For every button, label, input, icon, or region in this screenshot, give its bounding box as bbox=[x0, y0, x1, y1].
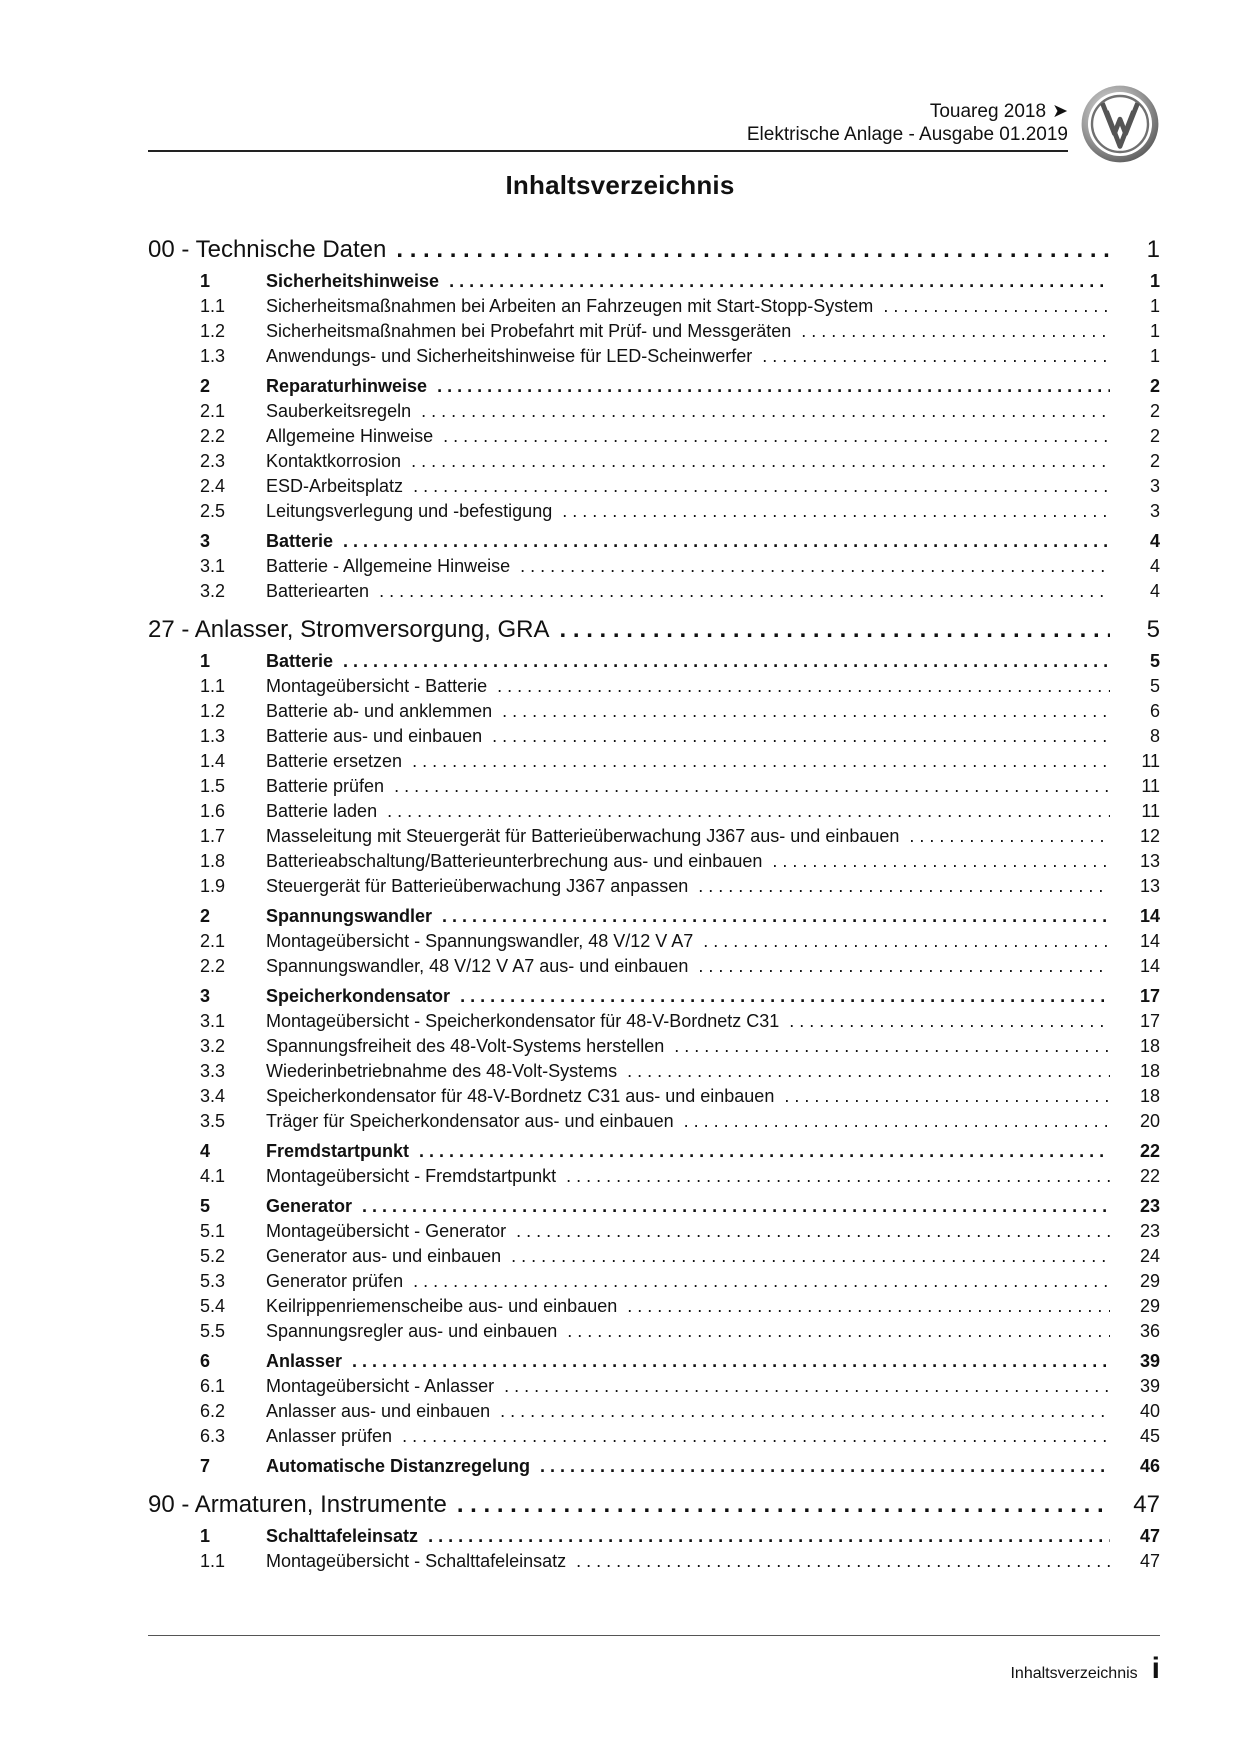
toc-entry-number: 5.1 bbox=[200, 1221, 226, 1241]
dot-leader bbox=[567, 1321, 1110, 1342]
dot-leader bbox=[442, 906, 1110, 927]
toc-entry-page: 5 bbox=[1149, 651, 1160, 671]
toc-entry-page: 4 bbox=[1149, 581, 1160, 601]
toc-entry-title: Träger für Speicherkondensator aus- und einbauen bbox=[266, 1111, 674, 1131]
dot-leader bbox=[801, 321, 1110, 342]
toc-entry-chapter[interactable] bbox=[148, 616, 1160, 646]
toc-entry-number: 6.2 bbox=[200, 1401, 226, 1421]
toc-entry-section[interactable] bbox=[148, 986, 1160, 1011]
toc-entry-page: 46 bbox=[1139, 1456, 1160, 1476]
dot-leader bbox=[396, 236, 1110, 264]
toc-entry-title: Anlasser bbox=[266, 1351, 343, 1371]
toc-entry-title: 27 - Anlasser, Stromversorgung, GRA bbox=[148, 616, 550, 643]
toc-entry-title: Montageübersicht - Spannungswandler, 48 V/12 V A7 bbox=[266, 931, 694, 951]
dot-leader bbox=[492, 726, 1110, 747]
toc-entry-number: 1.9 bbox=[200, 876, 226, 896]
dot-leader bbox=[684, 1111, 1110, 1132]
toc-entry-page: 47 bbox=[1133, 1491, 1160, 1518]
toc-entry-number: 7 bbox=[200, 1456, 211, 1476]
toc-entry-sub[interactable] bbox=[148, 801, 1160, 826]
toc-entry-number: 3.5 bbox=[200, 1111, 226, 1131]
toc-entry-section[interactable] bbox=[148, 1196, 1160, 1221]
toc-entry-page: 2 bbox=[1149, 451, 1160, 471]
toc-entry-sub[interactable] bbox=[148, 1376, 1160, 1401]
toc-entry-number: 1.4 bbox=[200, 751, 226, 771]
toc-entry-number: 2.3 bbox=[200, 451, 226, 471]
toc-entry-title: Speicherkondensator bbox=[266, 986, 451, 1006]
dot-leader bbox=[387, 801, 1110, 822]
dot-leader bbox=[428, 1526, 1110, 1547]
toc-entry-title: Sicherheitsmaßnahmen bei Arbeiten an Fahrzeugen mit Start-Stopp-System bbox=[266, 296, 874, 316]
toc-entry-title: Batterie laden bbox=[266, 801, 378, 821]
dot-leader bbox=[412, 751, 1110, 772]
toc-entry-number: 1 bbox=[200, 1526, 211, 1546]
dot-leader bbox=[566, 1166, 1110, 1187]
toc-entry-sub[interactable] bbox=[148, 296, 1160, 321]
toc-entry-title: Masseleitung mit Steuergerät für Batterieüberwachung J367 aus- und einbauen bbox=[266, 826, 900, 846]
dot-leader bbox=[540, 1456, 1110, 1477]
toc-entry-page: 18 bbox=[1139, 1061, 1160, 1081]
arrow-right-icon: ➤ bbox=[1052, 101, 1068, 122]
toc-entry-number: 2.1 bbox=[200, 931, 226, 951]
toc-entry-number: 3.4 bbox=[200, 1086, 226, 1106]
toc-entry-number: 1.6 bbox=[200, 801, 226, 821]
toc-entry-sub[interactable] bbox=[148, 1426, 1160, 1451]
header-model bbox=[747, 100, 1068, 123]
toc-entry-page: 39 bbox=[1139, 1351, 1160, 1371]
toc-entry-number: 5.4 bbox=[200, 1296, 226, 1316]
toc-entry-page: 23 bbox=[1139, 1196, 1160, 1216]
toc-entry-sub[interactable] bbox=[148, 1401, 1160, 1426]
dot-leader bbox=[413, 476, 1110, 497]
toc-entry-title: Montageübersicht - Anlasser bbox=[266, 1376, 495, 1396]
page-title: Inhaltsverzeichnis bbox=[505, 170, 735, 200]
toc-entry-title: Sicherheitshinweise bbox=[266, 271, 440, 291]
toc-entry-page: 17 bbox=[1139, 1011, 1160, 1031]
toc-entry-page: 5 bbox=[1146, 616, 1160, 643]
toc-entry-title: Spannungswandler, 48 V/12 V A7 aus- und einbauen bbox=[266, 956, 689, 976]
toc-entry-page: 1 bbox=[1149, 346, 1160, 366]
toc-entry-section[interactable] bbox=[148, 1526, 1160, 1551]
dot-leader bbox=[413, 1271, 1110, 1292]
toc-entry-section[interactable] bbox=[148, 1456, 1160, 1481]
toc-entry-sub[interactable] bbox=[148, 1011, 1160, 1036]
dot-leader bbox=[379, 581, 1110, 602]
toc-entry-sub[interactable] bbox=[148, 1036, 1160, 1061]
toc-entry-title: Generator prüfen bbox=[266, 1271, 404, 1291]
toc-entry-title: Batterie ersetzen bbox=[266, 751, 403, 771]
toc-entry-sub[interactable] bbox=[148, 726, 1160, 751]
toc-entry-title: Batterie prüfen bbox=[266, 776, 385, 796]
toc-entry-number: 3.1 bbox=[200, 1011, 226, 1031]
toc-entry-page: 24 bbox=[1139, 1246, 1160, 1266]
toc-entry-title: Leitungsverlegung und -befestigung bbox=[266, 501, 553, 521]
toc-entry-sub[interactable] bbox=[148, 1166, 1160, 1191]
toc-entry-chapter[interactable] bbox=[148, 236, 1160, 266]
toc-entry-title: Batterieabschaltung/Batterieunterbrechung aus- und einbauen bbox=[266, 851, 763, 871]
toc-entry-number: 2.1 bbox=[200, 401, 226, 421]
dot-leader bbox=[497, 676, 1110, 697]
toc-entry-number: 3 bbox=[200, 986, 211, 1006]
toc-entry-page: 14 bbox=[1139, 906, 1160, 926]
toc-entry-sub[interactable] bbox=[148, 451, 1160, 476]
toc-entry-page: 18 bbox=[1139, 1036, 1160, 1056]
toc-entry-page: 5 bbox=[1149, 676, 1160, 696]
dot-leader bbox=[909, 826, 1110, 847]
dot-leader bbox=[502, 701, 1110, 722]
toc-entry-sub[interactable] bbox=[148, 701, 1160, 726]
toc-entry-page: 11 bbox=[1141, 751, 1160, 771]
toc-entry-section[interactable] bbox=[148, 1141, 1160, 1166]
toc-entry-sub[interactable] bbox=[148, 1296, 1160, 1321]
toc-entry-sub[interactable] bbox=[148, 476, 1160, 501]
toc-entry-number: 2 bbox=[200, 376, 211, 396]
toc-entry-number: 3.2 bbox=[200, 581, 226, 601]
toc-entry-title: Batteriearten bbox=[266, 581, 370, 601]
toc-entry-page: 29 bbox=[1139, 1271, 1160, 1291]
toc-entry-page: 47 bbox=[1139, 1526, 1160, 1546]
toc-entry-page: 13 bbox=[1139, 876, 1160, 896]
toc-entry-sub[interactable] bbox=[148, 321, 1160, 346]
footer-page-number: i bbox=[1151, 1652, 1160, 1685]
dot-leader bbox=[504, 1376, 1110, 1397]
toc-entry-page: 8 bbox=[1149, 726, 1160, 746]
page-footer bbox=[1010, 1652, 1160, 1686]
toc-entry-sub[interactable] bbox=[148, 826, 1160, 851]
toc-entry-number: 1.1 bbox=[200, 296, 226, 316]
toc-entry-number: 1.1 bbox=[200, 676, 226, 696]
toc-entry-page: 4 bbox=[1149, 556, 1160, 576]
toc-entry-number: 2.4 bbox=[200, 476, 226, 496]
toc-entry-sub[interactable] bbox=[148, 1086, 1160, 1111]
toc-entry-page: 1 bbox=[1149, 271, 1160, 291]
toc-entry-title: Reparaturhinweise bbox=[266, 376, 428, 396]
dot-leader bbox=[703, 931, 1110, 952]
dot-leader bbox=[698, 876, 1110, 897]
toc-entry-sub[interactable] bbox=[148, 1246, 1160, 1271]
toc-entry-number: 6.1 bbox=[200, 1376, 226, 1396]
toc-entry-sub[interactable] bbox=[148, 776, 1160, 801]
toc-entry-title: Spannungsregler aus- und einbauen bbox=[266, 1321, 558, 1341]
toc-entry-page: 4 bbox=[1149, 531, 1160, 551]
vw-logo-icon bbox=[1080, 84, 1160, 164]
toc-entry-title: Generator aus- und einbauen bbox=[266, 1246, 502, 1266]
toc-entry-title: Anwendungs- und Sicherheitshinweise für LED-Scheinwerfer bbox=[266, 346, 753, 366]
dot-leader bbox=[394, 776, 1110, 797]
toc-entry-section[interactable] bbox=[148, 376, 1160, 401]
toc-entry-page: 20 bbox=[1139, 1111, 1160, 1131]
toc-entry-page: 23 bbox=[1139, 1221, 1160, 1241]
toc-entry-title: 90 - Armaturen, Instrumente bbox=[148, 1491, 447, 1518]
toc-entry-title: Montageübersicht - Fremdstartpunkt bbox=[266, 1166, 557, 1186]
dot-leader bbox=[460, 986, 1110, 1007]
dot-leader bbox=[343, 531, 1110, 552]
toc-entry-sub[interactable] bbox=[148, 751, 1160, 776]
toc-entry-title: Spannungsfreiheit des 48-Volt-Systems herstellen bbox=[266, 1036, 665, 1056]
toc-entry-title: Allgemeine Hinweise bbox=[266, 426, 434, 446]
toc-entry-page: 40 bbox=[1139, 1401, 1160, 1421]
toc-entry-page: 18 bbox=[1139, 1086, 1160, 1106]
toc-entry-sub[interactable] bbox=[148, 676, 1160, 701]
toc-entry-number: 5 bbox=[200, 1196, 211, 1216]
toc-entry-title: Steuergerät für Batterieüberwachung J367 anpassen bbox=[266, 876, 689, 896]
toc-entry-page: 3 bbox=[1149, 476, 1160, 496]
toc-entry-number: 1.7 bbox=[200, 826, 226, 846]
dot-leader bbox=[516, 1221, 1110, 1242]
toc-entry-page: 11 bbox=[1141, 801, 1160, 821]
toc-entry-sub[interactable] bbox=[148, 1061, 1160, 1086]
toc-entry-title: Schalttafeleinsatz bbox=[266, 1526, 419, 1546]
dot-leader bbox=[362, 1196, 1110, 1217]
toc-entry-number: 3.3 bbox=[200, 1061, 226, 1081]
toc-entry-page: 1 bbox=[1146, 236, 1160, 263]
toc-entry-number: 3.2 bbox=[200, 1036, 226, 1056]
toc-entry-title: Batterie bbox=[266, 531, 334, 551]
page-header bbox=[148, 86, 1068, 152]
toc-entry-number: 5.5 bbox=[200, 1321, 226, 1341]
toc-entry-number: 3 bbox=[200, 531, 211, 551]
dot-leader bbox=[343, 651, 1110, 672]
dot-leader bbox=[562, 501, 1110, 522]
dot-leader bbox=[883, 296, 1110, 317]
toc-entry-title: 00 - Technische Daten bbox=[148, 236, 387, 263]
toc-entry-sub[interactable] bbox=[148, 426, 1160, 451]
toc-entry-sub[interactable] bbox=[148, 931, 1160, 956]
toc-entry-number: 4 bbox=[200, 1141, 211, 1161]
footer-label: Inhaltsverzeichnis bbox=[1010, 1665, 1138, 1682]
dot-leader bbox=[560, 616, 1110, 644]
toc-entry-number: 1.2 bbox=[200, 701, 226, 721]
toc-entry-page: 22 bbox=[1139, 1166, 1160, 1186]
toc-entry-number: 1 bbox=[200, 271, 211, 291]
toc-entry-page: 14 bbox=[1139, 931, 1160, 951]
dot-leader bbox=[421, 401, 1110, 422]
toc-entry-page: 2 bbox=[1149, 401, 1160, 421]
toc-entry-sub[interactable] bbox=[148, 956, 1160, 981]
dot-leader bbox=[576, 1551, 1110, 1572]
dot-leader bbox=[411, 451, 1110, 472]
toc-entry-title: Montageübersicht - Generator bbox=[266, 1221, 507, 1241]
toc-entry-title: Batterie - Allgemeine Hinweise bbox=[266, 556, 511, 576]
dot-leader bbox=[437, 376, 1110, 397]
dot-leader bbox=[627, 1061, 1110, 1082]
toc-entry-number: 6.3 bbox=[200, 1426, 226, 1446]
toc-entry-page: 11 bbox=[1141, 776, 1160, 796]
toc-entry-page: 6 bbox=[1149, 701, 1160, 721]
toc-entry-page: 12 bbox=[1139, 826, 1160, 846]
toc-entry-section[interactable] bbox=[148, 271, 1160, 296]
dot-leader bbox=[789, 1011, 1110, 1032]
toc-entry-sub[interactable] bbox=[148, 556, 1160, 581]
toc-entry-title: Automatische Distanzregelung bbox=[266, 1456, 531, 1476]
header-model-text: Touareg 2018 bbox=[929, 101, 1047, 122]
dot-leader bbox=[419, 1141, 1110, 1162]
toc-entry-number: 1.2 bbox=[200, 321, 226, 341]
toc-entry-sub[interactable] bbox=[148, 1111, 1160, 1136]
dot-leader bbox=[352, 1351, 1110, 1372]
toc-entry-title: Generator bbox=[266, 1196, 353, 1216]
dot-leader bbox=[762, 346, 1110, 367]
table-of-contents bbox=[148, 236, 1160, 1576]
toc-entry-title: Montageübersicht - Speicherkondensator für 48-V-Bordnetz C31 bbox=[266, 1011, 780, 1031]
toc-entry-title: Montageübersicht - Batterie bbox=[266, 676, 488, 696]
toc-entry-title: Sauberkeitsregeln bbox=[266, 401, 412, 421]
toc-entry-number: 1.8 bbox=[200, 851, 226, 871]
toc-entry-title: Batterie ab- und anklemmen bbox=[266, 701, 493, 721]
dot-leader bbox=[772, 851, 1110, 872]
toc-entry-section[interactable] bbox=[148, 651, 1160, 676]
toc-entry-number: 5.3 bbox=[200, 1271, 226, 1291]
toc-entry-page: 2 bbox=[1149, 376, 1160, 396]
toc-entry-page: 36 bbox=[1139, 1321, 1160, 1341]
toc-entry-page: 22 bbox=[1139, 1141, 1160, 1161]
toc-entry-title: Anlasser aus- und einbauen bbox=[266, 1401, 491, 1421]
toc-divider bbox=[148, 1635, 1160, 1636]
dot-leader bbox=[457, 1491, 1110, 1519]
toc-entry-title: Keilrippenriemenscheibe aus- und einbauen bbox=[266, 1296, 618, 1316]
toc-entry-number: 6 bbox=[200, 1351, 211, 1371]
header-text bbox=[747, 100, 1068, 146]
dot-leader bbox=[627, 1296, 1110, 1317]
dot-leader bbox=[511, 1246, 1110, 1267]
toc-entry-sub[interactable] bbox=[148, 501, 1160, 526]
dot-leader bbox=[520, 556, 1110, 577]
toc-entry-page: 1 bbox=[1149, 296, 1160, 316]
toc-entry-number: 3.1 bbox=[200, 556, 226, 576]
toc-entry-title: Montageübersicht - Schalttafeleinsatz bbox=[266, 1551, 567, 1571]
toc-entry-number: 1.3 bbox=[200, 346, 226, 366]
toc-entry-number: 2.2 bbox=[200, 426, 226, 446]
toc-entry-number: 1 bbox=[200, 651, 211, 671]
toc-entry-title: Batterie aus- und einbauen bbox=[266, 726, 483, 746]
toc-entry-sub[interactable] bbox=[148, 1221, 1160, 1246]
toc-entry-number: 1.3 bbox=[200, 726, 226, 746]
toc-entry-sub[interactable] bbox=[148, 851, 1160, 876]
dot-leader bbox=[784, 1086, 1110, 1107]
toc-entry-section[interactable] bbox=[148, 1351, 1160, 1376]
toc-entry-number: 2.2 bbox=[200, 956, 226, 976]
toc-entry-sub[interactable] bbox=[148, 346, 1160, 371]
dot-leader bbox=[443, 426, 1110, 447]
toc-entry-title: Speicherkondensator für 48-V-Bordnetz C31 aus- und einbauen bbox=[266, 1086, 775, 1106]
header-edition: Elektrische Anlage - Ausgabe 01.2019 bbox=[746, 124, 1068, 145]
toc-entry-section[interactable] bbox=[148, 906, 1160, 931]
dot-leader bbox=[500, 1401, 1110, 1422]
toc-entry-page: 3 bbox=[1149, 501, 1160, 521]
toc-entry-number: 2.5 bbox=[200, 501, 226, 521]
toc-entry-number: 4.1 bbox=[200, 1166, 226, 1186]
toc-entry-title: Kontaktkorrosion bbox=[266, 451, 402, 471]
toc-entry-title: Sicherheitsmaßnahmen bei Probefahrt mit Prüf- und Messgeräten bbox=[266, 321, 792, 341]
dot-leader bbox=[698, 956, 1110, 977]
toc-entry-number: 1.5 bbox=[200, 776, 226, 796]
toc-entry-page: 2 bbox=[1149, 426, 1160, 446]
toc-entry-sub[interactable] bbox=[148, 876, 1160, 901]
dot-leader bbox=[674, 1036, 1110, 1057]
toc-entry-page: 17 bbox=[1139, 986, 1160, 1006]
toc-entry-section[interactable] bbox=[148, 531, 1160, 556]
toc-entry-title: ESD-Arbeitsplatz bbox=[266, 476, 404, 496]
toc-entry-title: Anlasser prüfen bbox=[266, 1426, 393, 1446]
toc-entry-sub[interactable] bbox=[148, 581, 1160, 606]
toc-entry-page: 14 bbox=[1139, 956, 1160, 976]
toc-entry-number: 5.2 bbox=[200, 1246, 226, 1266]
toc-entry-sub[interactable] bbox=[148, 401, 1160, 426]
toc-entry-title: Spannungswandler bbox=[266, 906, 433, 926]
toc-entry-number: 1.1 bbox=[200, 1551, 226, 1571]
toc-entry-number: 2 bbox=[200, 906, 211, 926]
toc-entry-page: 47 bbox=[1139, 1551, 1160, 1571]
toc-entry-title: Fremdstartpunkt bbox=[266, 1141, 410, 1161]
toc-entry-sub[interactable] bbox=[148, 1551, 1160, 1576]
dot-leader bbox=[402, 1426, 1110, 1447]
toc-entry-title: Batterie bbox=[266, 651, 334, 671]
toc-entry-page: 45 bbox=[1139, 1426, 1160, 1446]
toc-entry-sub[interactable] bbox=[148, 1321, 1160, 1346]
toc-entry-page: 1 bbox=[1149, 321, 1160, 341]
toc-entry-page: 29 bbox=[1139, 1296, 1160, 1316]
toc-entry-page: 39 bbox=[1139, 1376, 1160, 1396]
toc-entry-page: 13 bbox=[1139, 851, 1160, 871]
toc-entry-title: Wiederinbetriebnahme des 48-Volt-Systems bbox=[266, 1061, 618, 1081]
toc-entry-chapter[interactable] bbox=[148, 1491, 1160, 1521]
dot-leader bbox=[449, 271, 1110, 292]
toc-entry-sub[interactable] bbox=[148, 1271, 1160, 1296]
